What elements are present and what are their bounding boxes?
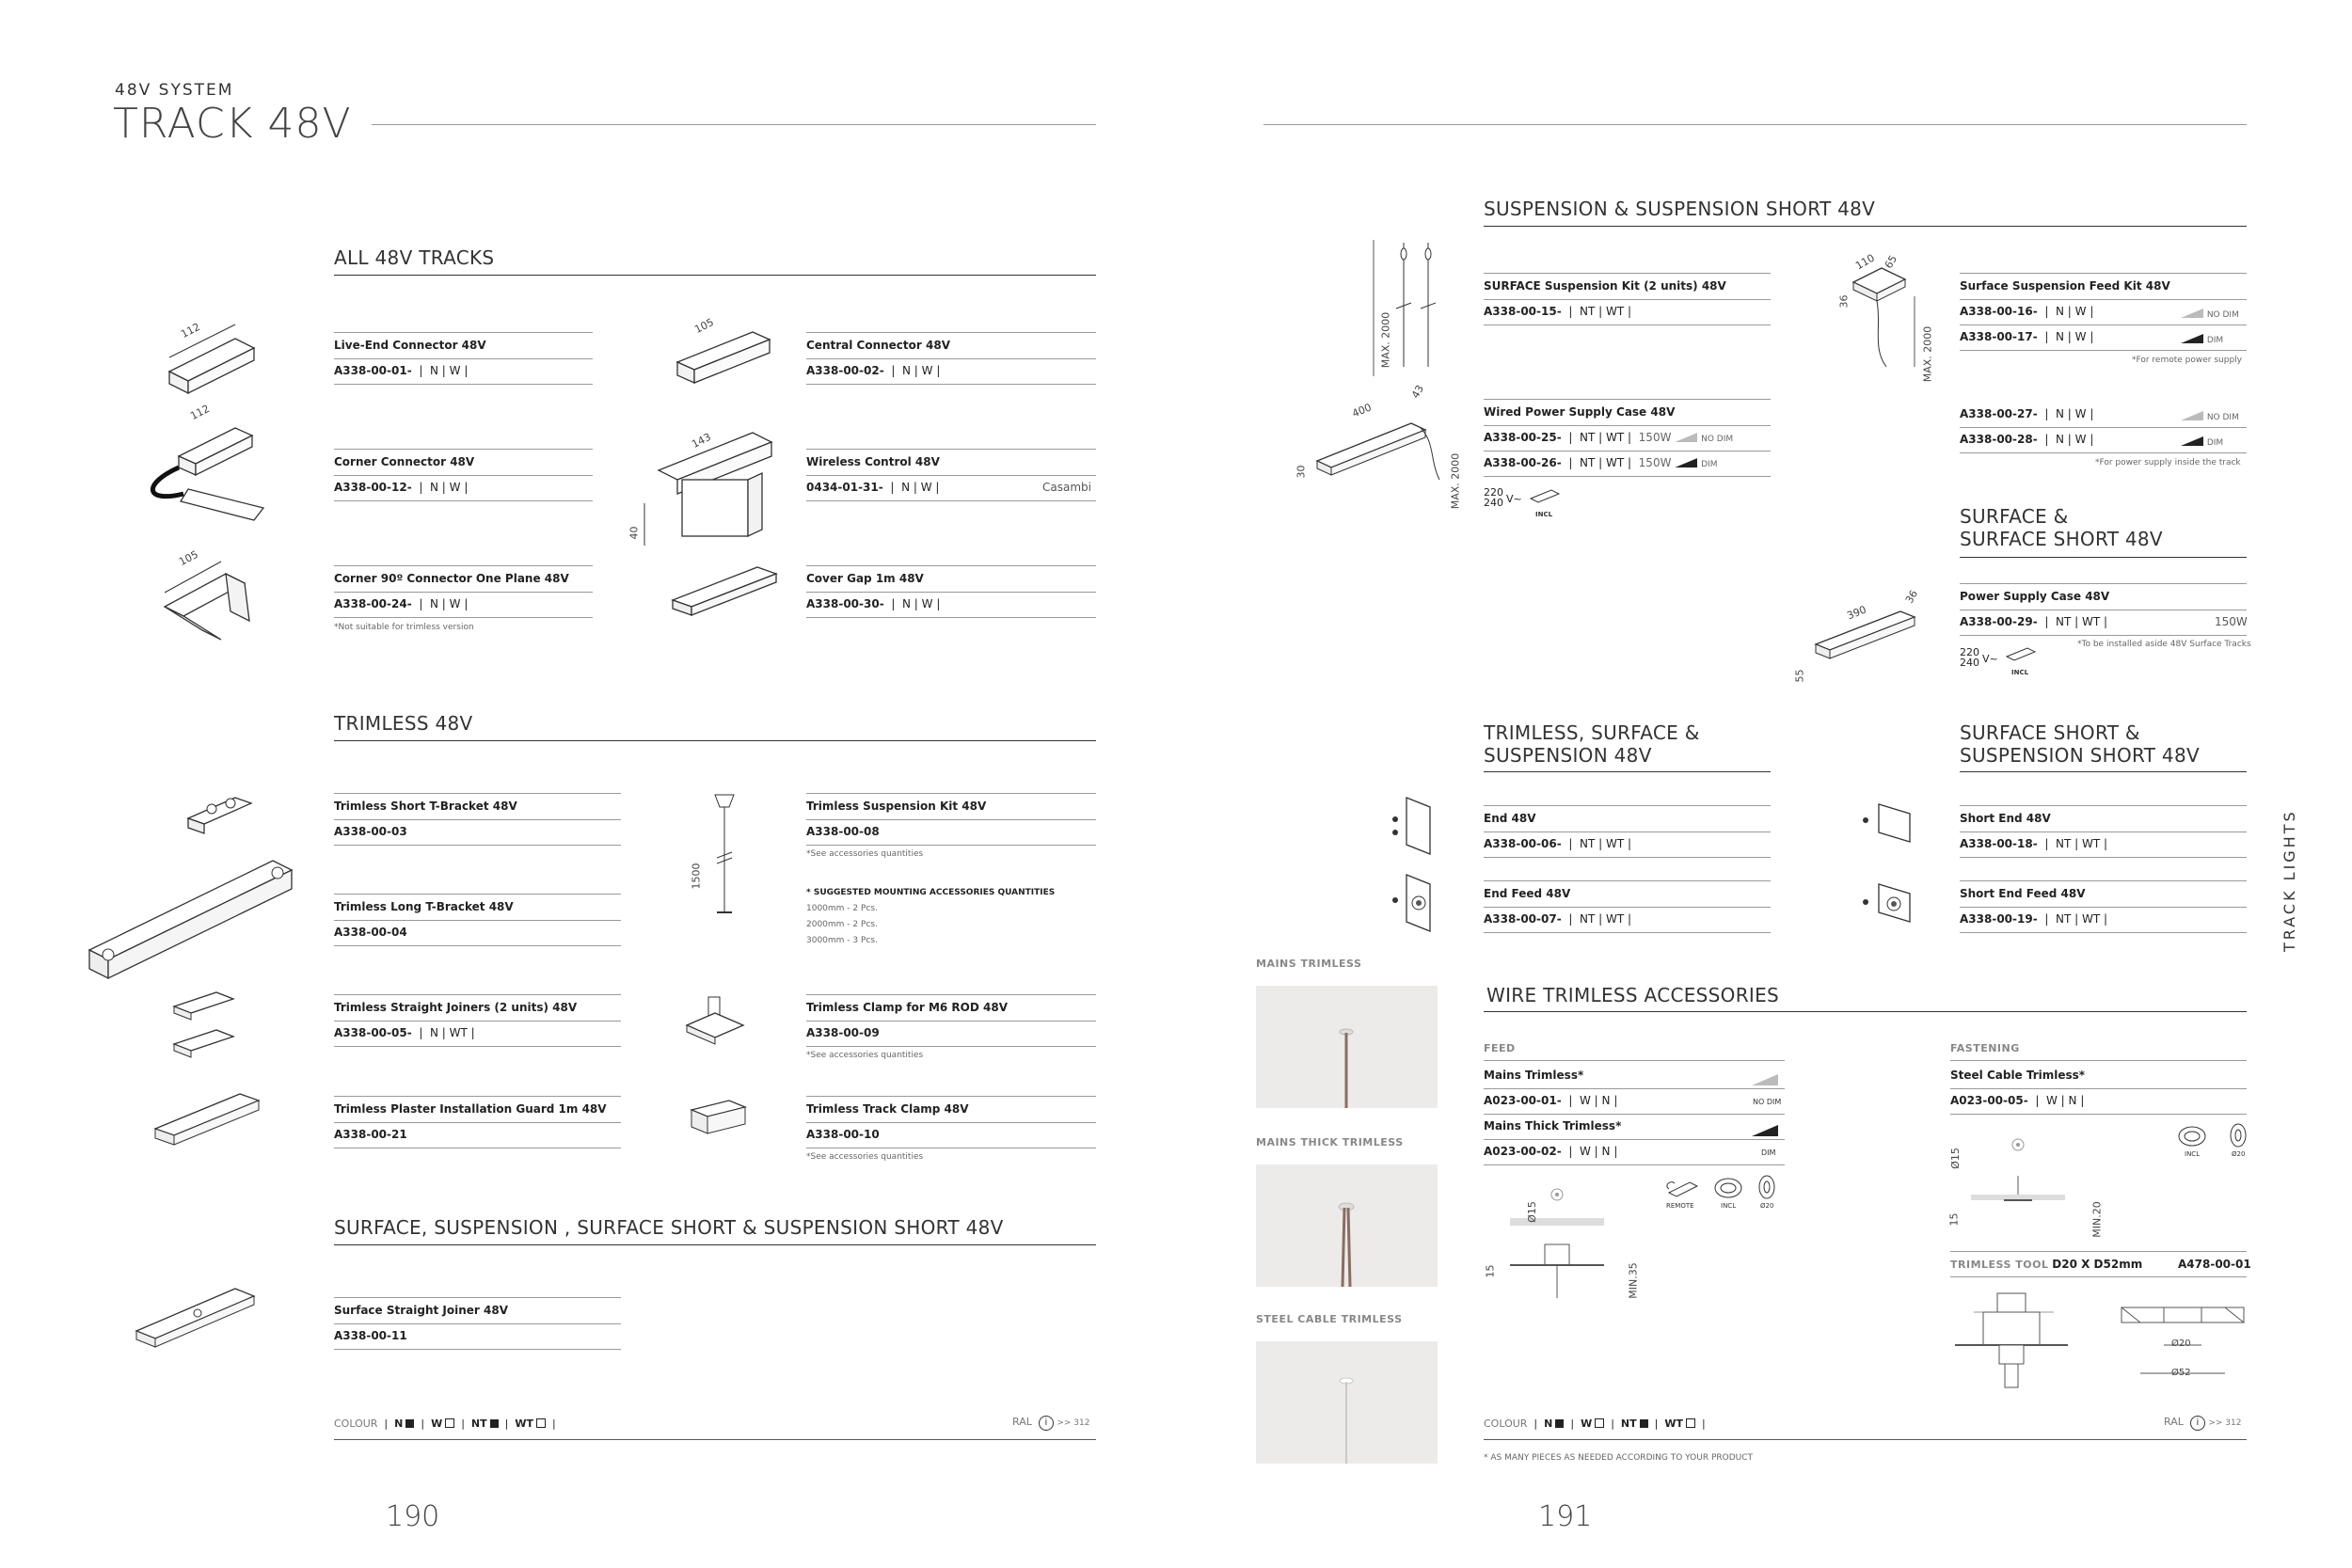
dim-label: MAX. 2000 <box>1921 325 1934 383</box>
item-rule <box>1960 350 2247 351</box>
corner-90-connector-drawing <box>151 547 263 654</box>
dim-label: 1500 <box>690 863 703 890</box>
product-code: A338-00-02- | N | W | <box>806 364 941 377</box>
section-title-suspension: SUSPENSION & SUSPENSION SHORT 48V <box>1484 198 1876 220</box>
signal-icon <box>1752 1125 1778 1136</box>
product-name: Mains Trimless* <box>1484 1069 1584 1082</box>
header-rule-right <box>1263 124 2247 125</box>
dim-tag <box>1752 1074 1778 1088</box>
item-rule <box>806 565 1096 566</box>
product-code: A338-00-04 <box>334 926 407 939</box>
feed-label: FEED <box>1484 1042 1516 1054</box>
item-rule <box>1484 399 1771 400</box>
d20-tool-icon <box>1756 1174 1777 1200</box>
product-name: Surface Straight Joiner 48V <box>334 1304 508 1317</box>
item-rule <box>334 475 593 476</box>
dim-label: 30 <box>1295 465 1308 479</box>
item-rule <box>1960 635 2247 636</box>
page-title: TRACK 48V <box>113 100 352 148</box>
item-rule <box>334 449 593 450</box>
info-icon[interactable]: i <box>2190 1416 2205 1431</box>
item-rule <box>1960 857 2247 858</box>
item-rule <box>1484 907 1771 908</box>
dim-label: 390 <box>1845 603 1868 623</box>
product-name: Trimless Clamp for M6 ROD 48V <box>806 1001 1009 1014</box>
d20-tool-icon <box>2228 1122 2249 1148</box>
fastening-label: FASTENING <box>1950 1042 2020 1054</box>
voltage-symbol: V~ <box>1506 493 1522 505</box>
product-name: Corner Connector 48V <box>334 455 475 468</box>
mains-trimless-photo <box>1256 986 1438 1108</box>
incl-ring-icon <box>2176 1124 2208 1148</box>
item-rule <box>1484 1114 1785 1115</box>
header-rule-left <box>372 124 1096 125</box>
dim-label: Ø20 <box>2171 1338 2191 1349</box>
power-supply-icon <box>1529 487 1561 504</box>
section-rule <box>1484 1011 2247 1012</box>
voltage-label: 220 240 <box>1960 646 1979 669</box>
quantity-row: 3000mm - 3 Pcs. <box>806 936 878 945</box>
icon-label: REMOTE <box>1666 1202 1694 1210</box>
brand-casambi: Casambi <box>1042 481 1091 494</box>
dim-label: Ø15 <box>1525 1201 1538 1223</box>
item-rule <box>334 1046 621 1047</box>
item-rule <box>806 994 1096 995</box>
product-code: A338-00-05- | N | WT | <box>334 1026 475 1039</box>
product-name: Trimless Long T-Bracket 48V <box>334 900 514 913</box>
product-code: A338-00-29- | NT | WT | <box>1960 615 2108 628</box>
item-rule <box>806 793 1096 794</box>
ral-reference: RAL i >> 312 <box>2164 1416 2241 1431</box>
long-t-bracket-drawing <box>85 847 301 988</box>
section-rule <box>334 740 1096 741</box>
item-rule <box>1960 932 2247 933</box>
product-code: A338-00-10 <box>806 1128 880 1141</box>
voltage-label: 220 240 <box>1484 486 1503 509</box>
dim-label: 143 <box>690 430 713 451</box>
item-rule <box>334 617 593 618</box>
item-rule <box>1484 476 1771 477</box>
product-code: A338-00-06- | NT | WT | <box>1484 837 1632 850</box>
product-code: A338-00-19- | NT | WT | <box>1960 912 2108 926</box>
item-rule <box>806 500 1096 501</box>
item-rule <box>1960 427 2247 428</box>
info-icon[interactable]: i <box>1039 1416 1054 1431</box>
dim-label: 15 <box>1947 1212 1961 1227</box>
item-rule <box>1960 880 2247 881</box>
photo-caption: STEEL CABLE TRIMLESS <box>1256 1313 1403 1325</box>
product-code: A338-00-03 <box>334 825 407 838</box>
product-code: A023-00-02- | W | N | <box>1484 1145 1618 1158</box>
item-rule <box>334 358 593 359</box>
item-rule <box>1950 1251 2247 1252</box>
suspension-kit-drawing <box>696 790 753 922</box>
signal-icon <box>2181 309 2203 318</box>
product-code: A338-00-08 <box>806 825 880 838</box>
section-rule <box>1484 771 1771 772</box>
item-rule <box>806 384 1096 385</box>
system-label: 48V SYSTEM <box>115 81 234 100</box>
product-name: Central Connector 48V <box>806 339 950 352</box>
dim-tag: DIM <box>2181 435 2223 448</box>
note: *Not suitable for trimless version <box>334 623 474 632</box>
item-rule <box>1484 1139 1785 1140</box>
incl-label: INCL <box>2011 669 2029 676</box>
dim-label: 112 <box>188 402 212 423</box>
dim-label: 15 <box>1484 1264 1497 1278</box>
feed-section-drawing <box>1496 1180 1637 1303</box>
page-number-left: 190 <box>386 1500 440 1533</box>
dim-label: 112 <box>179 320 202 341</box>
product-code: A338-00-01- | N | W | <box>334 364 469 377</box>
end-feed-cap-drawing <box>1388 870 1435 936</box>
product-name: Corner 90º Connector One Plane 48V <box>334 572 569 585</box>
dim-label: MAX. 2000 <box>1379 311 1392 369</box>
trimless-tool-row: TRIMLESS TOOL D20 X D52mm <box>1950 1258 2143 1271</box>
section-title-surface: SURFACE, SUSPENSION , SURFACE SHORT & SUSPENSION SHORT 48V <box>334 1216 1004 1239</box>
short-t-bracket-drawing <box>183 790 259 837</box>
item-rule <box>806 449 1096 450</box>
product-code: A338-00-21 <box>334 1128 407 1141</box>
product-code: 0434-01-31- | N | W | <box>806 481 940 494</box>
note: *See accessories quantities <box>806 1152 924 1162</box>
signal-icon <box>2181 334 2203 343</box>
product-name: Trimless Track Clamp 48V <box>806 1102 969 1116</box>
product-code: A338-00-07- | NT | WT | <box>1484 912 1632 926</box>
icon-label: Ø20 <box>2232 1150 2246 1158</box>
track-clamp-drawing <box>687 1096 753 1143</box>
product-code: A338-00-27- | N | W | <box>1960 407 2094 420</box>
section-rule <box>1960 771 2247 772</box>
short-end-feed-drawing <box>1858 879 1915 927</box>
item-rule <box>334 920 621 921</box>
colour-row: COLOUR | N | W | NT | WT | <box>1484 1418 1706 1430</box>
short-end-drawing <box>1858 800 1915 847</box>
colour-row: COLOUR | N | W | NT | WT | <box>334 1418 556 1430</box>
item-rule <box>1484 1088 1785 1089</box>
dim-label: 105 <box>177 547 200 569</box>
dim-tag: NO DIM <box>2181 307 2239 320</box>
item-rule <box>334 819 621 820</box>
item-rule <box>1960 273 2247 274</box>
product-code: A338-00-16- | N | W | <box>1960 305 2094 318</box>
product-code: A338-00-17- | N | W | <box>1960 330 2094 343</box>
dim-label: MAX. 2000 <box>1449 452 1462 510</box>
item-rule <box>806 1021 1096 1022</box>
product-name: Cover Gap 1m 48V <box>806 572 924 585</box>
dim-label: 65 <box>1882 253 1900 271</box>
section-rule <box>334 275 1096 276</box>
item-rule <box>334 1021 621 1022</box>
end-cap-drawing <box>1388 793 1435 859</box>
item-rule <box>1960 805 2247 806</box>
dim-label: MIN.35 <box>1627 1262 1640 1299</box>
note: *For remote power supply <box>2132 356 2242 365</box>
item-rule <box>1484 932 1771 933</box>
dim-label: 36 <box>1837 294 1851 309</box>
product-name: Mains Thick Trimless* <box>1484 1119 1622 1132</box>
product-name: SURFACE Suspension Kit (2 units) 48V <box>1484 279 1726 293</box>
item-rule <box>334 994 621 995</box>
section-title-trimless: TRIMLESS 48V <box>334 712 473 735</box>
item-rule <box>334 565 593 566</box>
dim-label: 400 <box>1350 401 1374 420</box>
item-rule <box>1950 1088 2247 1089</box>
clamp-m6-drawing <box>677 992 753 1049</box>
section-rule <box>1484 226 2247 227</box>
product-code: A338-00-30- | N | W | <box>806 597 941 610</box>
dim-label: 110 <box>1853 251 1877 273</box>
plaster-guard-drawing <box>151 1086 263 1152</box>
item-rule <box>334 894 621 895</box>
dim-label: 36 <box>1902 588 1921 606</box>
power-supply-icon <box>2005 645 2037 662</box>
product-code: A338-00-24- | N | W | <box>334 597 469 610</box>
item-rule <box>806 332 1096 333</box>
item-rule <box>806 1096 1096 1097</box>
dim-label: NO DIM <box>1753 1098 1782 1106</box>
item-rule <box>334 500 593 501</box>
product-name: End 48V <box>1484 812 1536 825</box>
signal-icon <box>2181 436 2203 446</box>
colour-rule <box>1484 1439 2247 1440</box>
item-rule <box>806 358 1096 359</box>
dim-label: Ø52 <box>2171 1368 2191 1378</box>
item-rule <box>334 1349 621 1350</box>
product-code: A338-00-12- | N | W | <box>334 481 469 494</box>
signal-icon <box>1675 458 1697 467</box>
item-rule <box>1484 1164 1785 1165</box>
photo-caption: MAINS TRIMLESS <box>1256 958 1362 970</box>
quantities-title: * SUGGESTED MOUNTING ACCESSORIES QUANTITIES <box>806 888 1056 897</box>
item-rule <box>1484 273 1771 274</box>
product-name: Wireless Control 48V <box>806 455 940 468</box>
straight-joiners-drawing <box>169 988 245 1063</box>
product-name: Power Supply Case 48V <box>1960 590 2110 603</box>
note: *See accessories quantities <box>806 1051 924 1060</box>
corner-connector-drawing <box>141 419 282 531</box>
wattage: 150W <box>2215 615 2248 628</box>
item-rule <box>334 793 621 794</box>
product-code: A338-00-28- | N | W | <box>1960 433 2094 446</box>
item-rule <box>1950 1276 2247 1277</box>
voltage-symbol: V~ <box>1982 653 1998 665</box>
item-rule <box>806 1046 1096 1047</box>
product-name: Trimless Short T-Bracket 48V <box>334 800 517 813</box>
item-rule <box>806 475 1096 476</box>
item-rule <box>334 1297 621 1298</box>
dim-label: MIN.20 <box>2090 1201 2104 1238</box>
note: *To be installed aside 48V Surface Tracks <box>2077 640 2251 649</box>
signal-icon <box>1752 1074 1778 1085</box>
product-name: Trimless Straight Joiners (2 units) 48V <box>334 1001 578 1014</box>
surface-straight-joiner-drawing <box>132 1279 263 1354</box>
item-rule <box>1950 1060 2247 1061</box>
section-rule <box>1960 557 2247 558</box>
footnote: * AS MANY PIECES AS NEEDED ACCORDING TO YOUR PRODUCT <box>1484 1453 1754 1463</box>
section-title-short-suspension: SURFACE SHORT & SUSPENSION SHORT 48V <box>1960 721 2200 767</box>
product-code: A338-00-25- | NT | WT | 150W NO DIM <box>1484 431 1734 444</box>
dim-tag: DIM <box>2181 332 2223 345</box>
item-rule <box>1484 805 1771 806</box>
item-rule <box>334 1096 621 1097</box>
product-code: A338-00-09 <box>806 1026 880 1039</box>
product-name: Short End Feed 48V <box>1960 887 2086 900</box>
product-name: Steel Cable Trimless* <box>1950 1069 2086 1082</box>
steel-cable-trimless-photo <box>1256 1341 1438 1464</box>
page-number-right: 191 <box>1538 1500 1593 1533</box>
dim-tag: NO DIM <box>2181 409 2239 422</box>
item-rule <box>1960 299 2247 300</box>
note: *For power supply inside the track <box>2095 458 2241 467</box>
product-name: Trimless Plaster Installation Guard 1m 48V <box>334 1102 607 1116</box>
dim-tag <box>1752 1125 1778 1139</box>
product-code: A338-00-11 <box>334 1329 407 1342</box>
item-rule <box>1484 425 1771 426</box>
section-title-surface-short: SURFACE & SURFACE SHORT 48V <box>1960 505 2163 550</box>
item-rule <box>1960 452 2247 453</box>
ral-reference: RAL i >> 312 <box>1012 1416 1089 1431</box>
item-rule <box>1960 907 2247 908</box>
icon-label: INCL <box>1721 1202 1737 1210</box>
wireless-control-drawing <box>640 419 790 550</box>
item-rule <box>1960 583 2247 584</box>
product-code: A023-00-05- | W | N | <box>1950 1094 2085 1107</box>
section-title-wire: WIRE TRIMLESS ACCESSORIES <box>1486 984 1780 1006</box>
item-rule <box>1484 857 1771 858</box>
item-rule <box>806 819 1096 820</box>
dim-label: 40 <box>628 526 641 540</box>
product-name: Wired Power Supply Case 48V <box>1484 405 1676 419</box>
item-rule <box>806 617 1096 618</box>
product-code: A023-00-01- | W | N | <box>1484 1094 1618 1107</box>
item-rule <box>334 845 621 846</box>
item-rule <box>1484 1060 1785 1061</box>
icon-label: INCL <box>2185 1150 2201 1158</box>
product-code: A478-00-01 <box>2178 1258 2251 1271</box>
item-rule <box>1950 1114 2247 1115</box>
section-title-trimless-surface: TRIMLESS, SURFACE & SUSPENSION 48V <box>1484 721 1700 767</box>
product-code: A338-00-15- | NT | WT | <box>1484 305 1632 318</box>
dim-label: Ø15 <box>1948 1148 1962 1169</box>
product-name: Live-End Connector 48V <box>334 339 486 352</box>
quantity-row: 2000mm - 2 Pcs. <box>806 920 878 929</box>
item-rule <box>334 332 593 333</box>
item-rule <box>334 1122 621 1123</box>
product-name: Surface Suspension Feed Kit 48V <box>1960 279 2170 293</box>
live-end-connector-drawing <box>160 320 263 404</box>
item-rule <box>806 592 1096 593</box>
fastening-section-drawing <box>1957 1129 2098 1232</box>
central-connector-drawing <box>668 325 781 400</box>
signal-icon <box>1675 433 1697 442</box>
product-code: A338-00-18- | NT | WT | <box>1960 837 2108 850</box>
cover-gap-drawing <box>668 562 781 619</box>
colour-rule <box>334 1439 1096 1440</box>
section-title-all-tracks: ALL 48V TRACKS <box>334 246 495 269</box>
incl-ring-icon <box>1712 1176 1744 1200</box>
product-name: Short End 48V <box>1960 812 2051 825</box>
product-code: A338-00-26- | NT | WT | 150W DIM <box>1484 456 1718 469</box>
item-rule <box>334 384 593 385</box>
item-rule <box>1484 880 1771 881</box>
dim-label: DIM <box>1761 1148 1776 1157</box>
product-name: End Feed 48V <box>1484 887 1571 900</box>
suspension-track-drawing <box>1308 386 1449 489</box>
item-rule <box>1484 299 1771 300</box>
remote-icon <box>1665 1178 1699 1198</box>
item-rule <box>334 592 593 593</box>
dim-label: 105 <box>692 315 716 337</box>
feed-kit-drawing <box>1844 259 1929 372</box>
item-rule <box>806 1122 1096 1123</box>
photo-caption: MAINS THICK TRIMLESS <box>1256 1136 1404 1148</box>
item-rule <box>334 1323 621 1324</box>
signal-icon <box>2181 411 2203 420</box>
quantity-row: 1000mm - 2 Pcs. <box>806 904 878 913</box>
dim-label: 55 <box>1793 669 1806 683</box>
incl-label: INCL <box>1535 511 1553 518</box>
suspension-wires-drawing <box>1355 235 1439 386</box>
mains-thick-trimless-photo <box>1256 1164 1438 1287</box>
section-rule <box>334 1244 1096 1245</box>
trimless-tool-drawing <box>1950 1284 2073 1397</box>
icon-label: Ø20 <box>1760 1202 1774 1210</box>
dim-label: 43 <box>1408 383 1427 401</box>
product-name: Trimless Suspension Kit 48V <box>806 800 987 813</box>
item-rule <box>334 945 621 946</box>
item-rule <box>806 845 1096 846</box>
note: *See accessories quantities <box>806 849 924 859</box>
side-tab: TRACK LIGHTS <box>2280 809 2298 952</box>
